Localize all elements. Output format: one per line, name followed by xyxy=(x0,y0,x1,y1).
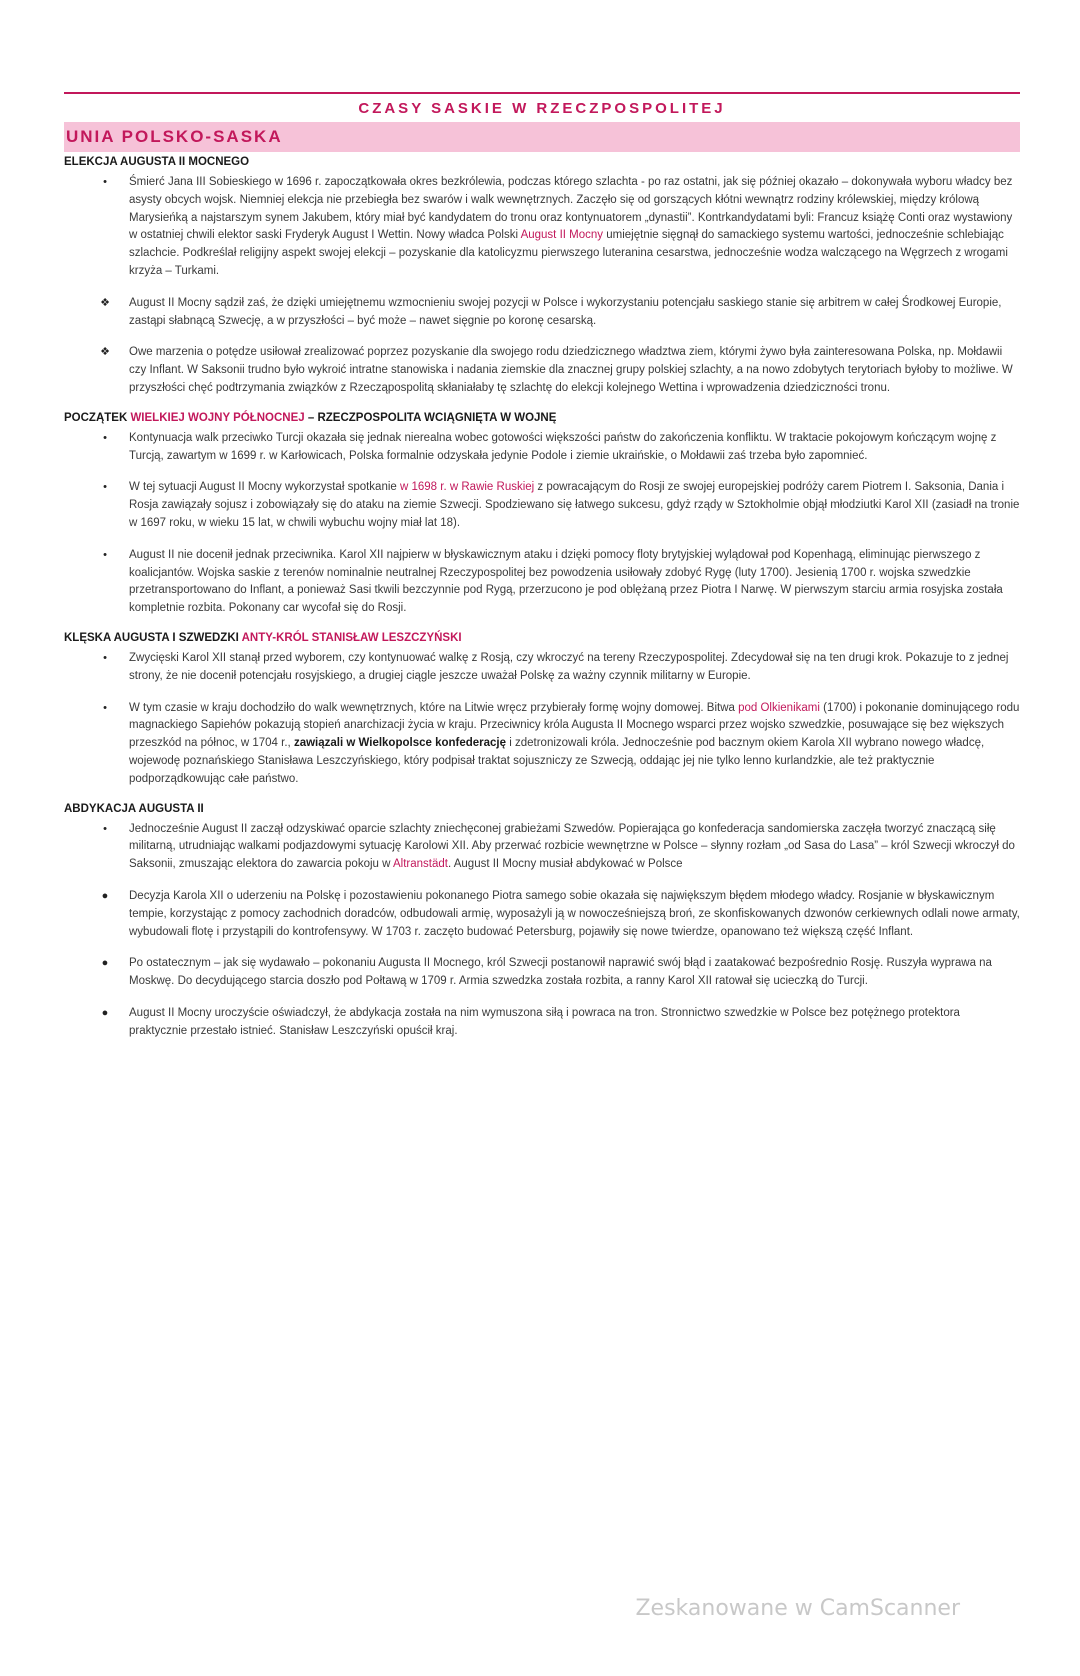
text: Zwycięski Karol XII stanął przed wyborem, czy kontynuować walkę z Rosją, czy wkroczyć na tereny Rzeczypospolitej. Zdecydował się na ten drugi krok. Pokazuje to z jednej strony, że nie docenił potencjału rosyjskiego, a drugiej ciągle jeszcze uważał Polskę za ważny czynnik militarny w Europie. xyxy=(129,651,1009,682)
paragraph xyxy=(64,1005,1020,1041)
bullet-icon: ● xyxy=(101,1006,109,1019)
text: Po ostatecznym – jak się wydawało – pokonaniu Augusta II Mocnego, król Szwecji postanowił naprawić swój błąd i zaatakować bezpośrednio Rosję. Ruszyła wyprawa na Moskwę. Do decydującego starcia doszło pod Połtawą w 1709 r. Armia szwedzka została rozbita, a ranny Karol XII ratował się ucieczką do Turcji. xyxy=(129,957,992,988)
highlight-text: w 1698 r. w Rawie Ruskiej xyxy=(400,481,535,494)
text: – RZECZPOSPOLITA WCIĄGNIĘTA W WOJNĘ xyxy=(304,411,557,424)
paragraph xyxy=(64,344,1020,397)
paragraph xyxy=(64,547,1020,618)
camscanner-watermark: Zeskanowane w CamScanner xyxy=(635,1596,960,1621)
paragraph xyxy=(64,888,1020,941)
text: Owe marzenia o potędze usiłował zrealizować poprzez pozyskanie dla swojego rodu dziedzicznego władztwa ziem, którymi żywo była zainteresowana Polska, np. Mołdawii czy Inflant. W Saksonii trudno było wykroić intratne stanowiska i nadania ziemskie dla znacznej grupy polskiej szlachty, a na nowo zdobytych terytoriach byłoby to możliwe. W przyszłości chęć podtrzymania związków z Rzecząpospolitą skłaniałaby tę szlachtę do elekcji kolejnego Wettina i wprowadzenia dziedziczności tronu. xyxy=(129,346,1013,394)
highlight-text: Altranstädt xyxy=(393,858,448,871)
text: W tym czasie w kraju dochodziło do walk wewnętrznych, które na Litwie wręcz przybierały formę wojny domowej. Bitwa xyxy=(129,701,739,714)
paragraph xyxy=(64,955,1020,991)
text: August II nie docenił jednak przeciwnika. Karol XII najpierw w błyskawicznym ataku i dzięki pomocy floty brytyjskiej wylądował pod Kopenhagą, eliminując pierwszego z koalicjantów. Wojska saskie z terenów nominalnie neutralnej Rzeczypospolitej bez powodzenia usiłowały zdobyć Rygę (luty 1700). Jesienią 1700 r. wojska szwedzkie przetransportowano do Inflant, a ponieważ Sasi tkwili bezczynnie pod Rygą, przerzucono je pod oblężaną przez Piotra I Narwę. W pierwszym starciu armia rosyjska została kompletnie rozbita. Pokonany car wycofał się do Rosji. xyxy=(129,548,1003,615)
diamond-bullet-icon: ❖ xyxy=(100,346,110,359)
top-rule xyxy=(64,92,1020,94)
text: August II Mocny sądził zaś, że dzięki umiejętnemu wzmocnieniu swojej pozycji w Polsce i wykorzystaniu potencjału saskiego stanie się arbitrem w całej Środkowej Europie, zastąpi słabnącą Szwecję, a w przyszłości – być może – nawet sięgnie po koronę cesarską. xyxy=(129,296,1002,327)
heading-abdykacja: ABDYKACJA AUGUSTA II xyxy=(64,802,204,815)
bullet-icon: ● xyxy=(101,957,109,970)
bullet-icon: • xyxy=(103,651,107,664)
paragraph xyxy=(64,821,1020,874)
diamond-bullet-icon: ❖ xyxy=(100,296,110,309)
text: August II Mocny uroczyście oświadczył, że abdykacja została na nim wymuszona siłą i powraca na tron. Stronnictwo szwedzkie w Polsce bez potężnego protektora praktycznie przestało istnieć. Stanisław Leszczyński opuścił kraj. xyxy=(129,1006,960,1037)
text: W tej sytuacji August II Mocny wykorzystał spotkanie xyxy=(129,481,400,494)
text: Decyzja Karola XII o uderzeniu na Polskę i pozostawieniu pokonanego Piotra samego sobie okazała się największym błędem młodego władcy. Rosjanie w błyskawicznym tempie, korzystając z pomocy zachodnich doradców, odbudowali armię, wyposażyli ją w nowocześniejszą broń, ze skonfiskowanych dzwonów cerkiewnych odlali nowe armaty, wybudowali flotę i przystąpili do kontrofensywy. W 1703 r. zaczęto budować Petersburg, pojawiły się nowe twierdze, opanowano też większą część Inflant. xyxy=(129,889,1020,938)
highlight-text: WIELKIEJ WOJNY PÓŁNOCNEJ xyxy=(130,411,305,424)
text: Jednocześnie August II zaczął odzyskiwać oparcie szlachty zniechęconej grabieżami Szwedów. Popierająca go konfederacja sandomierska zaczęła tworzyć znaczącą siłę militarną, utrudniając walkami podjazdowymi sytuację Karolowi XII. Aby przerwać rozbicie wewnętrzne w Polsce – słynny rozłam „od Sasa do Lasa” – król Szwecji wkroczył do Saksonii, zmuszając elektora do zawarcia pokoju w xyxy=(129,822,1015,871)
highlight-text: August II Mocny xyxy=(520,229,604,242)
paragraph xyxy=(64,700,1020,789)
paragraph xyxy=(64,430,1020,466)
bullet-icon: • xyxy=(103,548,107,561)
bullet-icon: • xyxy=(103,701,107,714)
text: i zdetronizowali króla. Jednocześnie pod bacznym okiem Karola XII wybrano nowego władcę, wojewodę poznańskiego Stanisława Leszczyńskiego, który podpisał traktat sojuszniczy ze Szwecją, oddając jej nie tylko lenno kurlandzkie, ale też praktycznie podporządkowując całe państwo. xyxy=(129,737,985,785)
text: (1700) i pokonanie dominującego rodu magnackiego Sapiehów pokazują stopień anarchizacji życia w kraju. Przeciwnicy króla Augusta II Mocnego wsparci przez wojsko szwedzkie, posuwające się bez większych przeszkód na północ, w 1704 r., xyxy=(129,701,1020,750)
text: KLĘSKA AUGUSTA I SZWEDZKI xyxy=(64,631,242,644)
bullet-icon: ● xyxy=(101,889,109,902)
heading-elekcja: ELEKCJA AUGUSTA II MOCNEGO xyxy=(64,156,250,168)
band-title: UNIA POLSKO-SASKA xyxy=(66,127,283,146)
text: Kontynuacja walk przeciwko Turcji okazała się jednak nierealna wobec gotowości większości państw do zakończenia konfliktu. W traktacie pokojowym kończącym wojnę z Turcją, zawartym w 1699 r. w Karłowicach, Polska formalnie odzyskała jedynie Podole i ziemie ukraińskie, o Mołdawii zaś trzeba było zapomnieć. xyxy=(129,431,997,462)
paragraph xyxy=(64,174,1020,281)
paragraph xyxy=(64,479,1020,532)
heading-kleska-augusta xyxy=(64,632,1020,644)
highlight-text: pod Olkienikami xyxy=(738,701,820,714)
bullet-icon: • xyxy=(103,822,107,835)
document-page xyxy=(64,92,1020,1054)
heading-wojna-polnocna xyxy=(64,412,1020,424)
document-title: CZASY SASKIE W RZECZPOSPOLITEJ xyxy=(358,100,726,117)
bullet-icon: • xyxy=(103,481,107,494)
text: Śmierć Jana III Sobieskiego w 1696 r. zapoczątkowała okres bezkrólewia, podczas którego szlachta - po raz ostatni, jak się później okazało – dokonywała wyboru władcy bez asysty obcych wojsk. Niemniej elekcja nie przebiegła bez swarów i walk wewnętrznych. Zaczęło się od gorszących kłótni wewnątrz rodziny królewskiej, między królową Marysieńką a najstarszym synem Jakubem, który miał być kandydatem do tronu oraz kontynuatorem „dynastii”. Kontrkandydatami byli: Francuz książę Conti oraz wystawiony w ostatniej chwili elektor saski Fryderyk August I Wettin. Nowy władca Polski xyxy=(129,176,1013,242)
bullet-icon: • xyxy=(103,176,107,188)
text: . August II Mocny musiał abdykować w Polsce xyxy=(447,858,683,871)
paragraph xyxy=(64,650,1020,686)
paragraph xyxy=(64,295,1020,331)
text: z powracającym do Rosji ze swojej europejskiej podróży carem Piotrem I. Saksonia, Dania i Rosja zawiązały sojusz i zobowiązały się do ataku na ziemie Szwecji. Spodziewano się łatwego sukcesu, gdyż rządy w Sztokholmie objął młodziutki Karol XII (zasiadł na tronie w 1697 roku, w wieku 15 lat, w chwili wybuchu wojny miał lat 18). xyxy=(129,481,1020,529)
highlight-text: ANTY-KRÓL STANISŁAW LESZCZYŃSKI xyxy=(241,631,462,644)
bold-text: zawiązali w Wielkopolsce konfederację xyxy=(293,737,507,750)
text: POCZĄTEK xyxy=(64,411,131,424)
section-band xyxy=(64,122,1020,152)
bullet-icon: • xyxy=(103,431,107,444)
text: umiejętnie sięgnął do samackiego systemu wartości, jednocześnie schlebiając szlachcie. Podkreślał religijny aspekt swojej elekcji – pozyskanie dla katolicyzmu pierwszego luteranina cesarstwa, jednocześnie wodza walczącego na Węgrzech z wrogami krzyża – Turkami. xyxy=(129,229,1008,277)
